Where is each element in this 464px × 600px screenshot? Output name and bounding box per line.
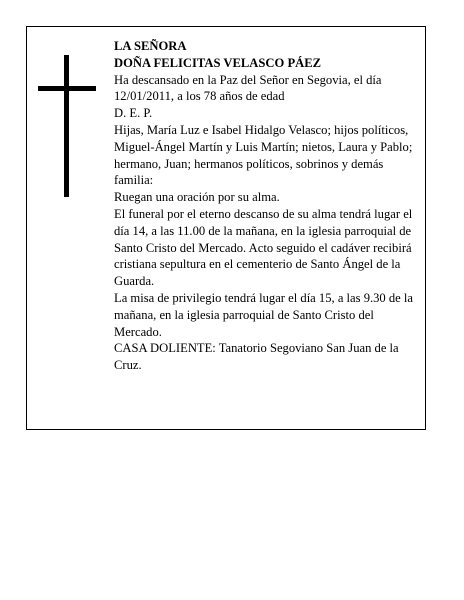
cross-horizontal-bar	[38, 86, 96, 91]
prayer-request: Ruegan una oración por su alma.	[114, 190, 280, 205]
obituary-text	[114, 38, 416, 374]
mass-details: La misa de privilegio tendrá lugar el día 15, a las 9.30 de la mañana, en la iglesia parroquial de Santo Cristo del Mercado.	[114, 290, 414, 339]
cross-vertical-bar	[64, 55, 69, 197]
obituary-title: LA SEÑORA	[114, 39, 187, 53]
family-list: Hijas, María Luz e Isabel Hidalgo Velasco; hijos políticos, Miguel-Ángel Martín y Luis Martín; nietos, Laura y Pablo; hermano, Juan; hermanos políticos, sobrinos y demás familia:	[114, 122, 413, 188]
cross-icon	[38, 55, 96, 197]
death-announcement: Ha descansado en la Paz del Señor en Segovia, el día 12/01/2011, a los 78 años de edad	[114, 72, 382, 104]
funeral-details: El funeral por el eterno descanso de su alma tendrá lugar el día 14, a las 11.00 de la mañana, en la iglesia parroquial de Santo Cristo del Mercado. Acto seguido el cadáver recibirá cristiana sepultura en el cementerio de Santo Ángel de la Guarda.	[114, 206, 413, 289]
deceased-name: DOÑA FELICITAS VELASCO PÁEZ	[114, 55, 322, 70]
rip-line: D. E. P.	[114, 106, 153, 121]
mourning-house: CASA DOLIENTE: Tanatorio Segoviano San Juan de la Cruz.	[114, 341, 399, 373]
